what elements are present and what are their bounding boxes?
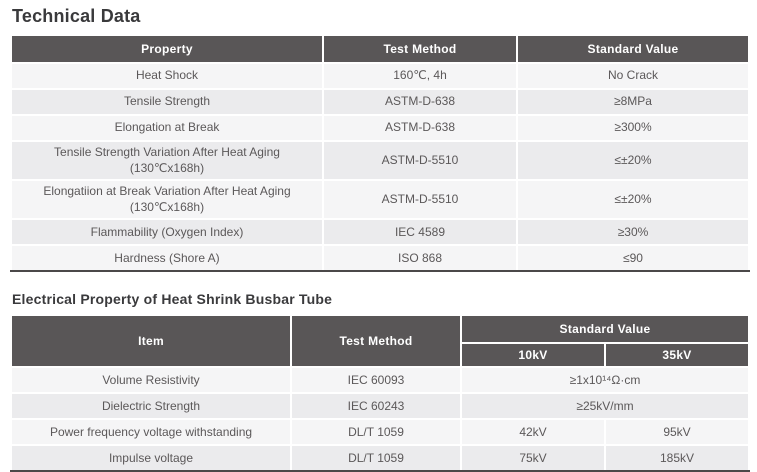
test-method-cell: DL/T 1059 — [291, 419, 461, 445]
property-text: Flammability (Oxygen Index) — [90, 224, 244, 239]
property-text: Hardness (Shore A) — [114, 250, 220, 265]
test-method-cell: ASTM-D-638 — [323, 89, 517, 115]
test-method-cell: ISO 868 — [323, 245, 517, 271]
test-method-cell: ASTM-D-638 — [323, 115, 517, 141]
table-row — [11, 419, 749, 445]
standard-value-cell: ≥30% — [517, 219, 749, 245]
property-cell — [11, 180, 323, 219]
property-cell — [11, 115, 323, 141]
property-text: Elongation at Break — [114, 120, 220, 135]
property-cell — [11, 219, 323, 245]
value-35kv-cell: 185kV — [605, 445, 749, 471]
test-method-cell: IEC 60243 — [291, 393, 461, 419]
column-header-standard-value: Standard Value — [461, 315, 749, 343]
column-header-item: Item — [11, 315, 291, 367]
value-10kv-cell: 42kV — [461, 419, 605, 445]
table1-header-row — [11, 35, 749, 63]
table-row — [11, 180, 749, 219]
test-method-cell: ASTM-D-5510 — [323, 141, 517, 180]
electrical-property-table — [10, 314, 750, 472]
property-subtext: (130℃x168h) — [129, 199, 205, 214]
standard-value-cell: ≤90 — [517, 245, 749, 271]
standard-value-cell: ≥8MPa — [517, 89, 749, 115]
section2-title: Electrical Property of Heat Shrink Busbar Tube — [12, 291, 333, 308]
standard-value-cell: No Crack — [517, 63, 749, 89]
property-cell — [11, 63, 323, 89]
item-cell: Dielectric Strength — [11, 393, 291, 419]
property-cell — [11, 141, 323, 180]
test-method-cell: DL/T 1059 — [291, 445, 461, 471]
value-10kv-cell: 75kV — [461, 445, 605, 471]
technical-data-table — [10, 34, 750, 272]
test-method-cell: ASTM-D-5510 — [323, 180, 517, 219]
column-header-standard-value: Standard Value — [517, 35, 749, 63]
property-text: Heat Shock — [135, 68, 199, 83]
test-method-cell: 160℃, 4h — [323, 63, 517, 89]
table2-header-row — [11, 315, 749, 343]
column-header-test-method: Test Method — [323, 35, 517, 63]
item-cell: Power frequency voltage withstanding — [11, 419, 291, 445]
table-row — [11, 445, 749, 471]
standard-value-cell: ≤±20% — [517, 141, 749, 180]
property-text: Elongatiion at Break Variation After Heat Aging — [43, 184, 291, 199]
table-row — [11, 367, 749, 393]
table-row — [11, 393, 749, 419]
column-header-test-method: Test Method — [291, 315, 461, 367]
test-method-cell: IEC 4589 — [323, 219, 517, 245]
table-row — [11, 219, 749, 245]
column-header-35kv: 35kV — [605, 343, 749, 367]
property-text: Tensile Strength — [123, 94, 211, 109]
table-row — [11, 89, 749, 115]
section1-title: Technical Data — [12, 6, 141, 26]
standard-value-cell: ≥300% — [517, 115, 749, 141]
standard-value-merged-cell: ≥25kV/mm — [461, 393, 749, 419]
standard-value-cell: ≤±20% — [517, 180, 749, 219]
table-row — [11, 63, 749, 89]
property-text: Tensile Strength Variation After Heat Aging — [54, 145, 280, 159]
table-row — [11, 141, 749, 180]
item-cell: Volume Resistivity — [11, 367, 291, 393]
test-method-cell: IEC 60093 — [291, 367, 461, 393]
column-header-property: Property — [11, 35, 323, 63]
value-35kv-cell: 95kV — [605, 419, 749, 445]
property-subtext: (130℃x168h) — [129, 160, 205, 175]
column-header-10kv: 10kV — [461, 343, 605, 367]
table-row — [11, 245, 749, 271]
standard-value-merged-cell: ≥1x10¹⁴Ω·cm — [461, 367, 749, 393]
property-cell — [11, 245, 323, 271]
table-row — [11, 115, 749, 141]
item-cell: Impulse voltage — [11, 445, 291, 471]
property-cell — [11, 89, 323, 115]
